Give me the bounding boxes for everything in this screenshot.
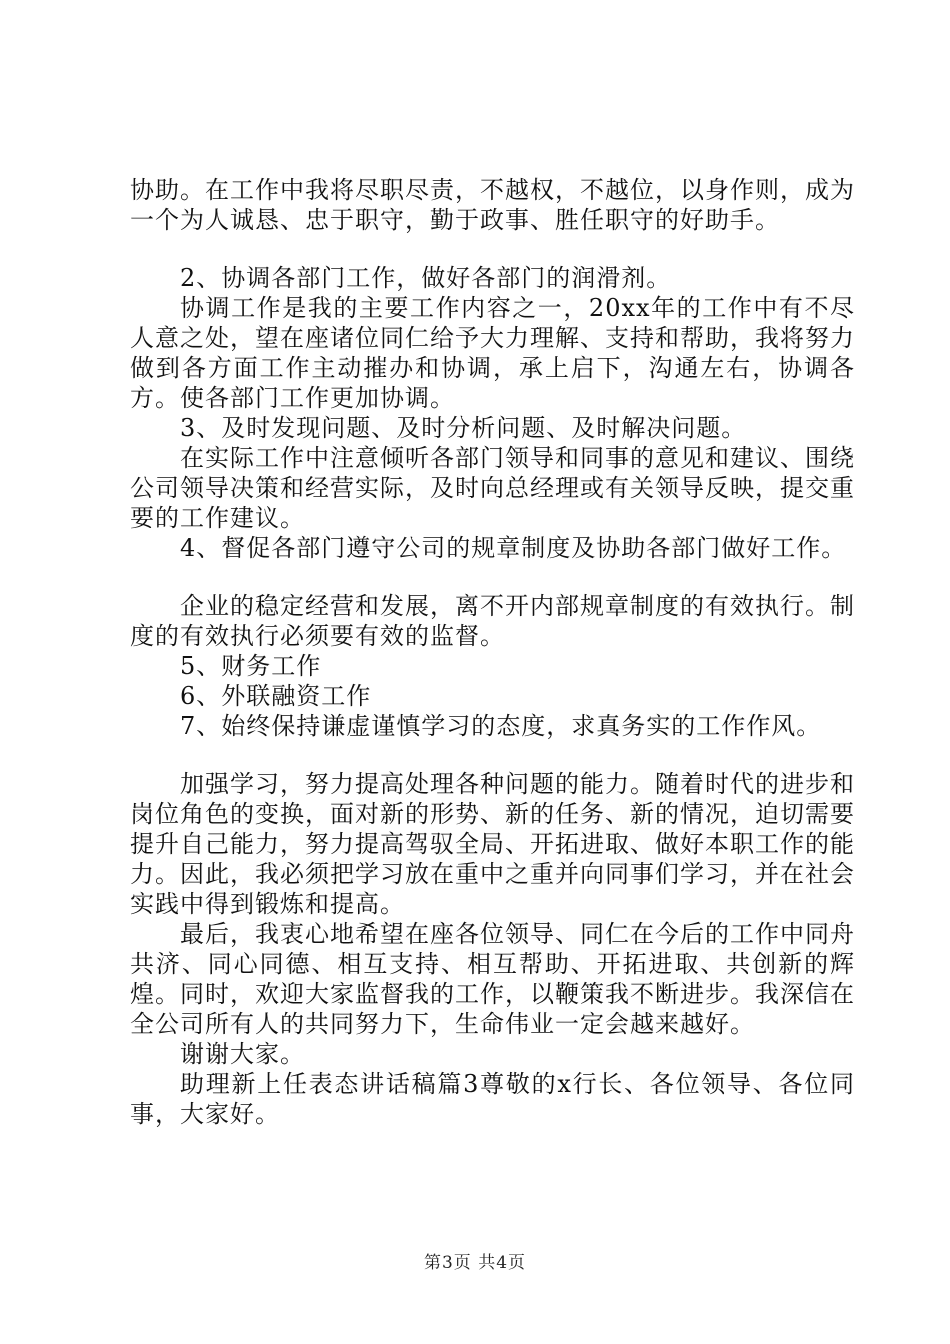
paragraph: 3、及时发现问题、及时分析问题、及时解决问题。 [180, 414, 747, 442]
paragraph: 协调工作是我的主要工作内容之一，20xx年的工作中有不尽人意之处，望在座诸位同仁给予大力理解、支持和帮助，我将努力做到各方面工作主动摧办和协调，承上启下，沟通左右，协调各方。使各部门工作更加协调。 [130, 294, 855, 412]
paragraph: 4、督促各部门遵守公司的规章制度及协助各部门做好工作。 [180, 534, 847, 562]
paragraph: 在实际工作中注意倾听各部门领导和同事的意见和建议、围绕公司领导决策和经营实际，及时向总经理或有关领导反映，提交重要的工作建议。 [130, 444, 855, 532]
paragraph: 7、始终保持谦虚谨慎学习的态度，求真务实的工作作风。 [180, 712, 822, 740]
paragraph: 5、财务工作 [180, 652, 322, 680]
page-number-footer: 第3页 共4页 [423, 1253, 527, 1273]
paragraph: 谢谢大家。 [180, 1040, 305, 1068]
paragraph: 助理新上任表态讲话稿篇3尊敬的x行长、各位领导、各位同事，大家好。 [130, 1070, 855, 1128]
paragraph: 企业的稳定经营和发展，离不开内部规章制度的有效执行。制度的有效执行必须要有效的监督。 [130, 592, 855, 650]
paragraph: 加强学习，努力提高处理各种问题的能力。随着时代的进步和岗位角色的变换，面对新的形势、新的任务、新的情况，迫切需要提升自己能力，努力提高驾驭全局、开拓进取、做好本职工作的能力。因此，我必须把学习放在重中之重并向同事们学习，并在社会实践中得到锻炼和提高。 [130, 770, 855, 918]
paragraph: 6、外联融资工作 [180, 682, 372, 710]
paragraph: 2、协调各部门工作，做好各部门的润滑剂。 [180, 264, 672, 292]
paragraph: 最后，我衷心地希望在座各位领导、同仁在今后的工作中同舟共济、同心同德、相互支持、相互帮助、开拓进取、共创新的辉煌。同时，欢迎大家监督我的工作，以鞭策我不断进步。我深信在全公司所有人的共同努力下，生命伟业一定会越来越好。 [130, 920, 855, 1038]
paragraph: 协助。在工作中我将尽职尽责，不越权，不越位，以身作则，成为一个为人诚恳、忠于职守，勤于政事、胜任职守的好助手。 [130, 176, 855, 234]
document-body [130, 175, 855, 1129]
